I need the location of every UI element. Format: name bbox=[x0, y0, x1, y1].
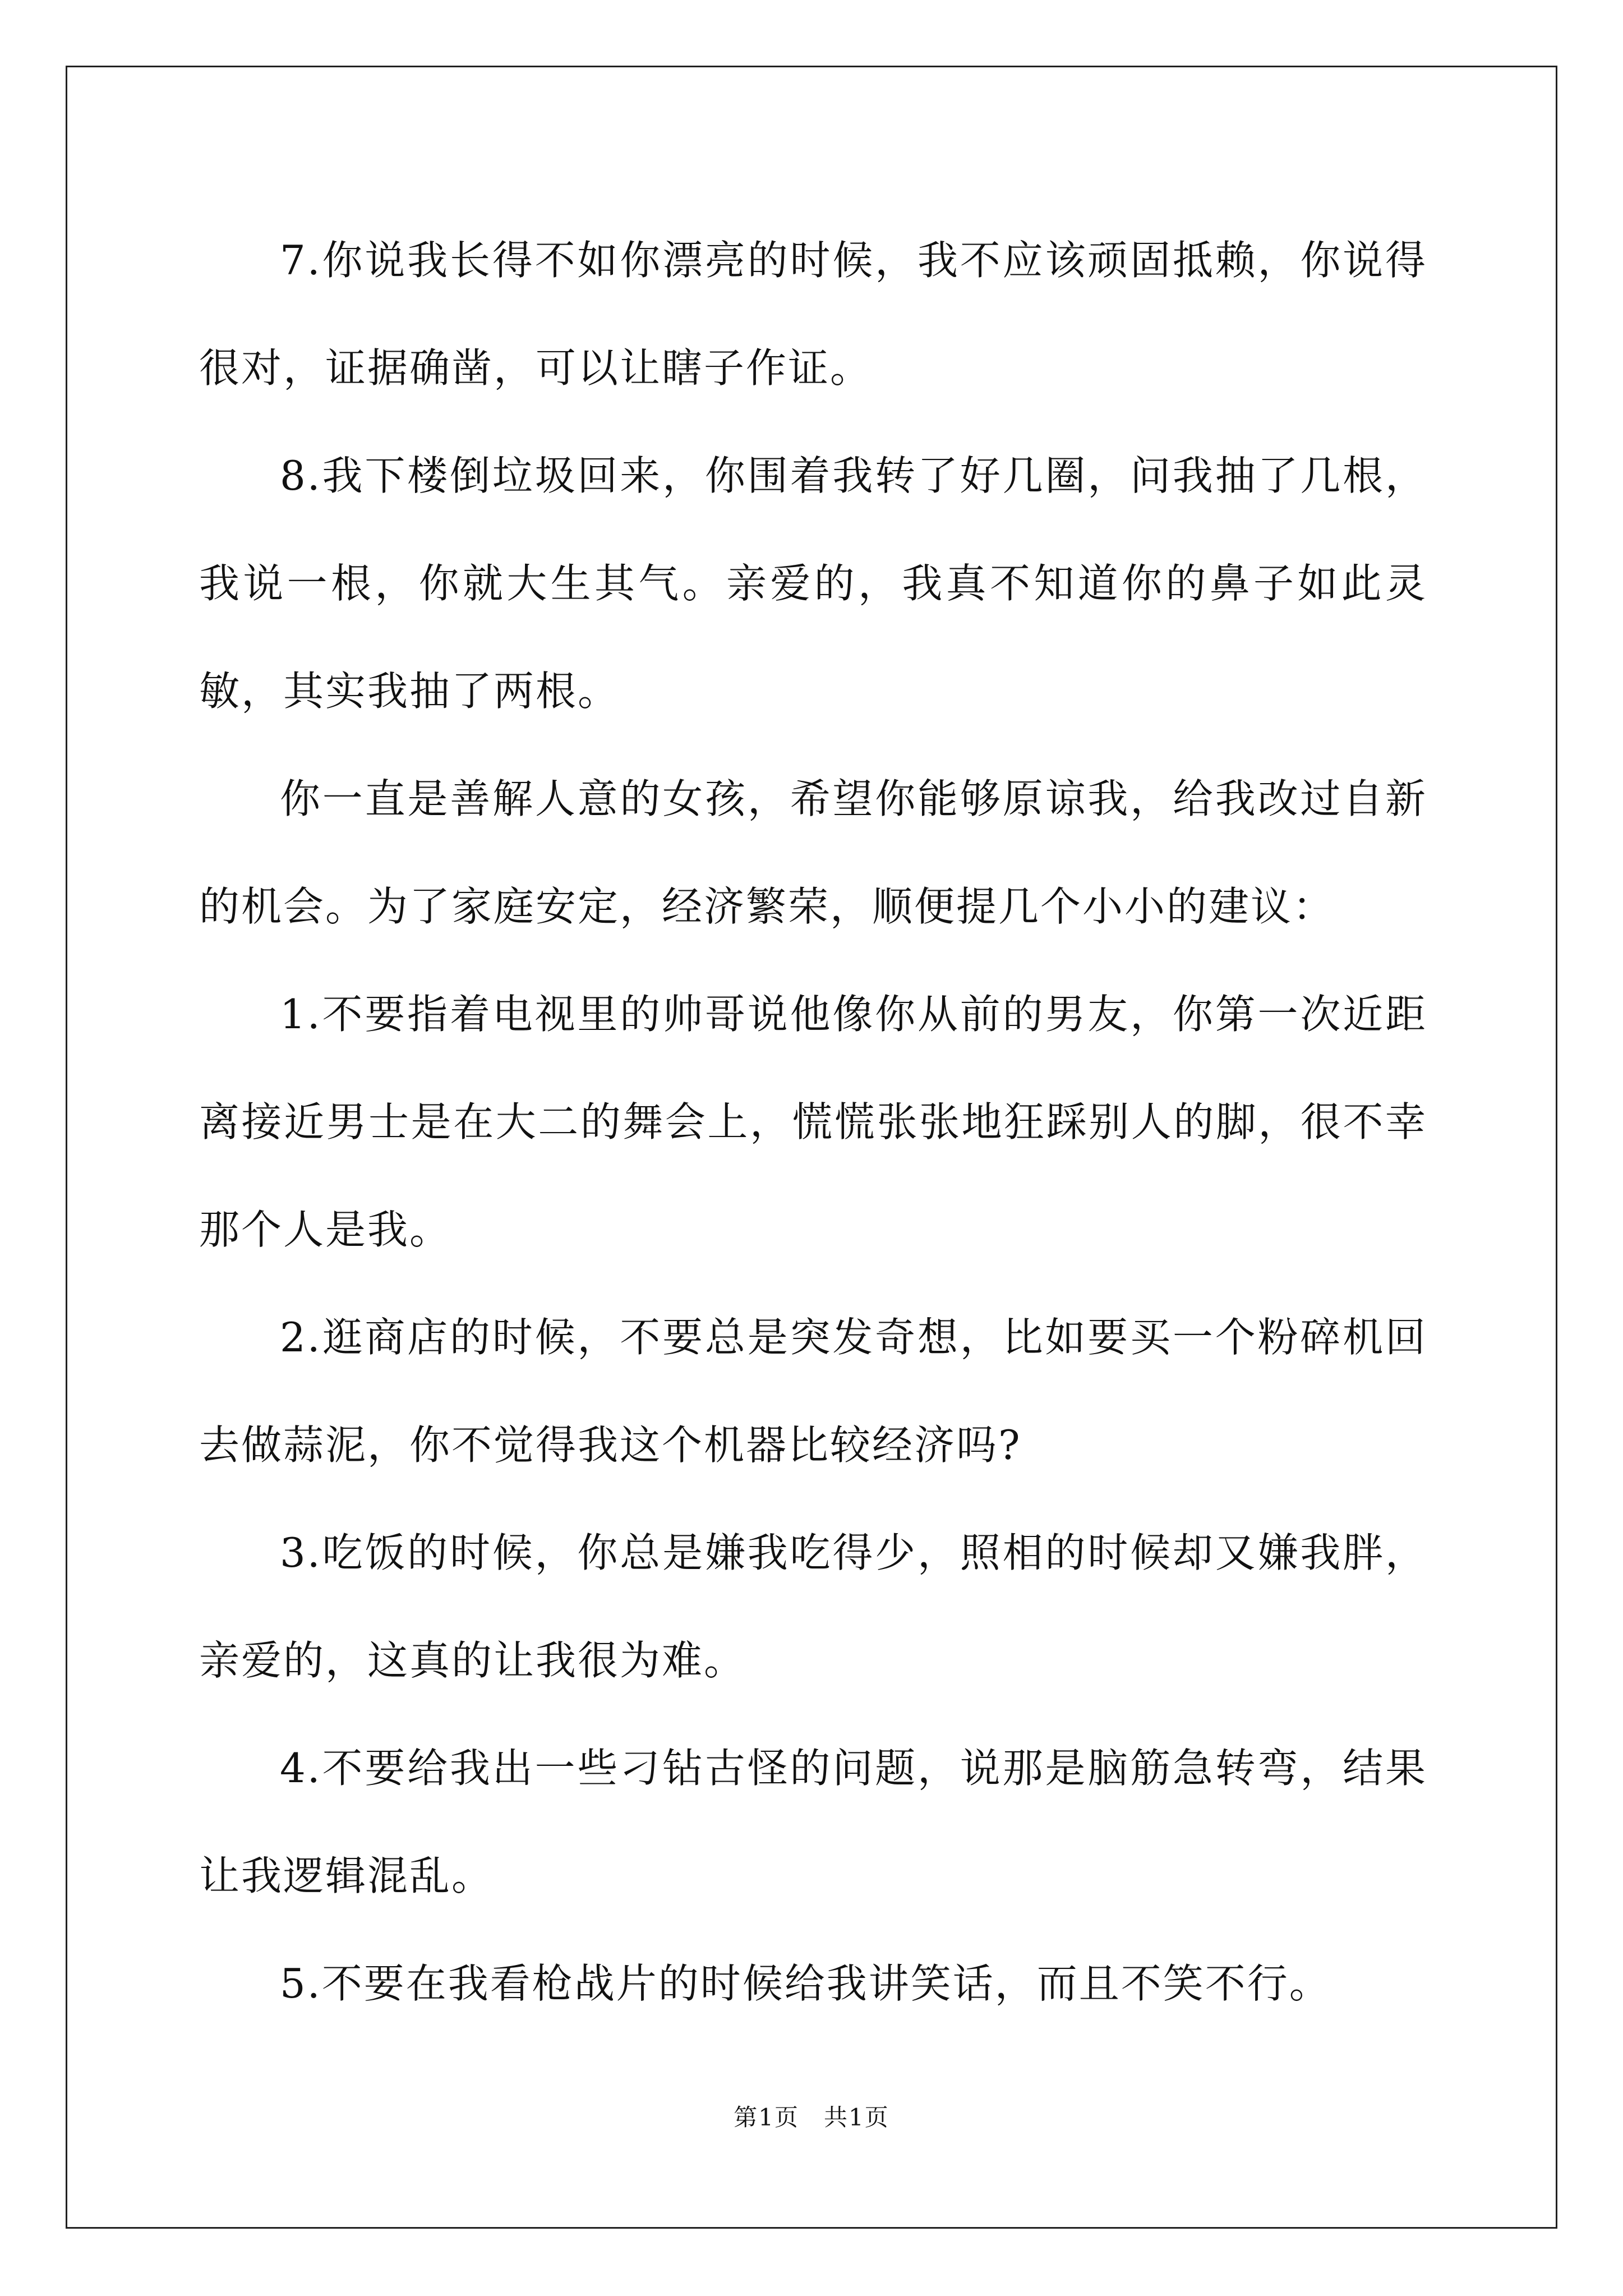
paragraph-8: 8.我下楼倒垃圾回来，你围着我转了好几圈，问我抽了几根，我说一根，你就大生其气。亲爱的，我真不知道你的鼻子如此灵敏，其实我抽了两根。 bbox=[199, 452, 1427, 715]
paragraph-suggestion-5: 5.不要在我看枪战片的时候给我讲笑话，而且不笑不行。 bbox=[280, 1960, 1331, 2007]
paragraph-suggestion-3: 3.吃饭的时候，你总是嫌我吃得少，照相的时候却又嫌我胖，亲爱的，这真的让我很为难。 bbox=[199, 1529, 1427, 1684]
document-body bbox=[199, 206, 1427, 2037]
page-number-footer: 第1页 共1页 bbox=[734, 2104, 889, 2131]
paragraph-suggestion-1: 1.不要指着电视里的帅哥说他像你从前的男友，你第一次近距离接近男士是在大二的舞会上，慌慌张张地狂踩别人的脚，很不幸那个人是我。 bbox=[199, 991, 1427, 1253]
paragraph-suggestion-4: 4.不要给我出一些刁钻古怪的问题，说那是脑筋急转弯，结果让我逻辑混乱。 bbox=[199, 1745, 1427, 1899]
paragraph-suggestion-2: 2.逛商店的时候，不要总是突发奇想，比如要买一个粉碎机回去做蒜泥，你不觉得我这个机器比较经济吗? bbox=[199, 1314, 1427, 1469]
paragraph-apology: 你一直是善解人意的女孩，希望你能够原谅我，给我改过自新的机会。为了家庭安定，经济繁荣，顺便提几个小小的建议： bbox=[199, 775, 1427, 930]
paragraph-7: 7.你说我长得不如你漂亮的时候，我不应该顽固抵赖，你说得很对，证据确凿，可以让瞎子作证。 bbox=[199, 237, 1427, 392]
